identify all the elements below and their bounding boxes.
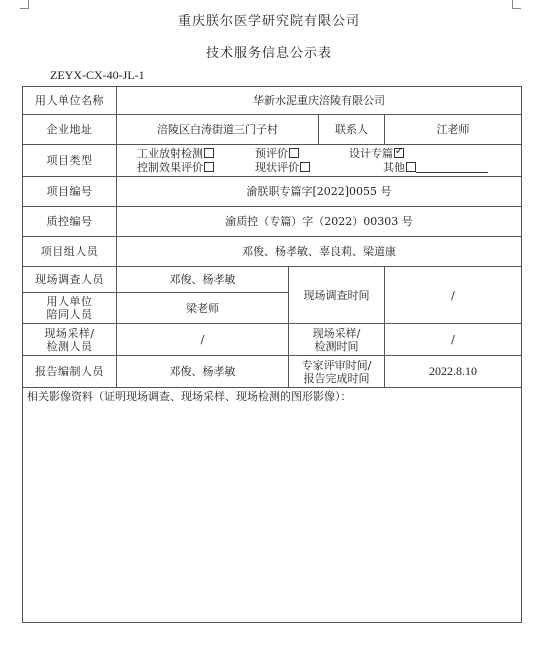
- survey-staff-value: 邓俊、杨孝敏: [117, 267, 289, 293]
- option-label: 现状评价: [255, 161, 299, 174]
- row-address: [23, 115, 522, 145]
- checked-checkbox-icon[interactable]: [394, 148, 404, 158]
- form-title: 技术服务信息公示表: [205, 46, 332, 61]
- sampling-value: /: [117, 324, 289, 356]
- option-industrial-radiation: [137, 147, 214, 160]
- corner-mark-left: [20, 0, 29, 9]
- row-sampling: [23, 324, 522, 356]
- report-time-value: 2022.8.10: [385, 356, 522, 388]
- survey-time-label: 现场调查时间: [289, 267, 385, 324]
- contact-value: 江老师: [385, 115, 522, 145]
- address-value: 涪陵区白涛街道三门子村: [117, 115, 319, 145]
- report-time-label: [289, 356, 385, 388]
- accompany-label-line1: 用人单位: [46, 295, 93, 308]
- row-employer: [23, 87, 522, 115]
- sampling-label-line2: 检测人员: [46, 339, 93, 353]
- project-no-label: 项目编号: [23, 177, 117, 207]
- checkbox-icon[interactable]: [289, 148, 299, 158]
- project-type-label: 项目类型: [23, 145, 117, 177]
- sampling-time-value: /: [385, 324, 522, 356]
- qc-no-label: 质控编号: [23, 207, 117, 237]
- employer-value: 华新水泥重庆涪陵有限公司: [117, 87, 522, 115]
- checkbox-icon[interactable]: [204, 162, 214, 172]
- sampling-time-label: [289, 324, 385, 356]
- option-label: 其他: [383, 161, 405, 174]
- team-value: 邓俊、杨孝敏、辜良莉、梁道康: [117, 237, 522, 267]
- option-label: 预评价: [255, 147, 288, 160]
- sampling-label: [23, 324, 117, 356]
- info-table: [22, 86, 522, 623]
- row-project-no: [23, 177, 522, 207]
- option-status-evaluation: [255, 161, 310, 174]
- option-label: 设计专篇: [349, 147, 393, 160]
- accompany-label: [23, 293, 117, 324]
- employer-label: 用人单位名称: [23, 87, 117, 115]
- row-team: [23, 237, 522, 267]
- row-report: [23, 356, 522, 388]
- option-control-effect: [137, 161, 214, 174]
- address-label: 企业地址: [23, 115, 117, 145]
- checkbox-icon[interactable]: [204, 148, 214, 158]
- accompany-label-line2: 陪同人员: [46, 308, 93, 321]
- survey-staff-label: 现场调查人员: [23, 267, 117, 293]
- form-code: ZEYX-CX-40-JL-1: [50, 68, 145, 82]
- option-pre-evaluation: [255, 147, 299, 160]
- report-value: 邓俊、杨孝敏: [117, 356, 289, 388]
- report-time-label-line2: 报告完成时间: [303, 371, 370, 385]
- row-survey-staff: [23, 267, 522, 293]
- report-label: 报告编制人员: [23, 356, 117, 388]
- checkbox-icon[interactable]: [406, 162, 416, 172]
- corner-mark-right: [512, 0, 521, 9]
- row-images: [23, 388, 522, 623]
- sampling-time-label-line2: 检测时间: [314, 339, 359, 353]
- row-project-type: [23, 145, 522, 177]
- qc-no-value: 渝质控（专篇）字（2022）00303 号: [117, 207, 522, 237]
- checkbox-icon[interactable]: [300, 162, 310, 172]
- org-name: 重庆朕尔医学研究院有限公司: [177, 14, 360, 29]
- other-blank-line: [416, 161, 488, 173]
- team-label: 项目组人员: [23, 237, 117, 267]
- project-type-options: [117, 145, 522, 177]
- option-design-chapter: [349, 147, 404, 160]
- option-label: 控制效果评价: [137, 161, 203, 174]
- row-qc-no: [23, 207, 522, 237]
- option-other: [383, 161, 416, 174]
- images-cell: [23, 388, 522, 623]
- contact-label: 联系人: [319, 115, 385, 145]
- sampling-label-line1: 现场采样/: [44, 326, 95, 340]
- images-label: 相关影像资料（证明现场调查、现场采样、现场检测的图形影像）：: [27, 390, 352, 403]
- option-label: 工业放射检测: [137, 147, 203, 160]
- project-no-value: 渝朕职专篇字[2022]0055 号: [117, 177, 522, 207]
- sampling-time-label-line1: 现场采样/: [312, 326, 361, 340]
- report-time-label-line1: 专家评审时间/: [301, 358, 372, 372]
- survey-time-value: /: [385, 267, 522, 324]
- accompany-value: 梁老师: [117, 293, 289, 324]
